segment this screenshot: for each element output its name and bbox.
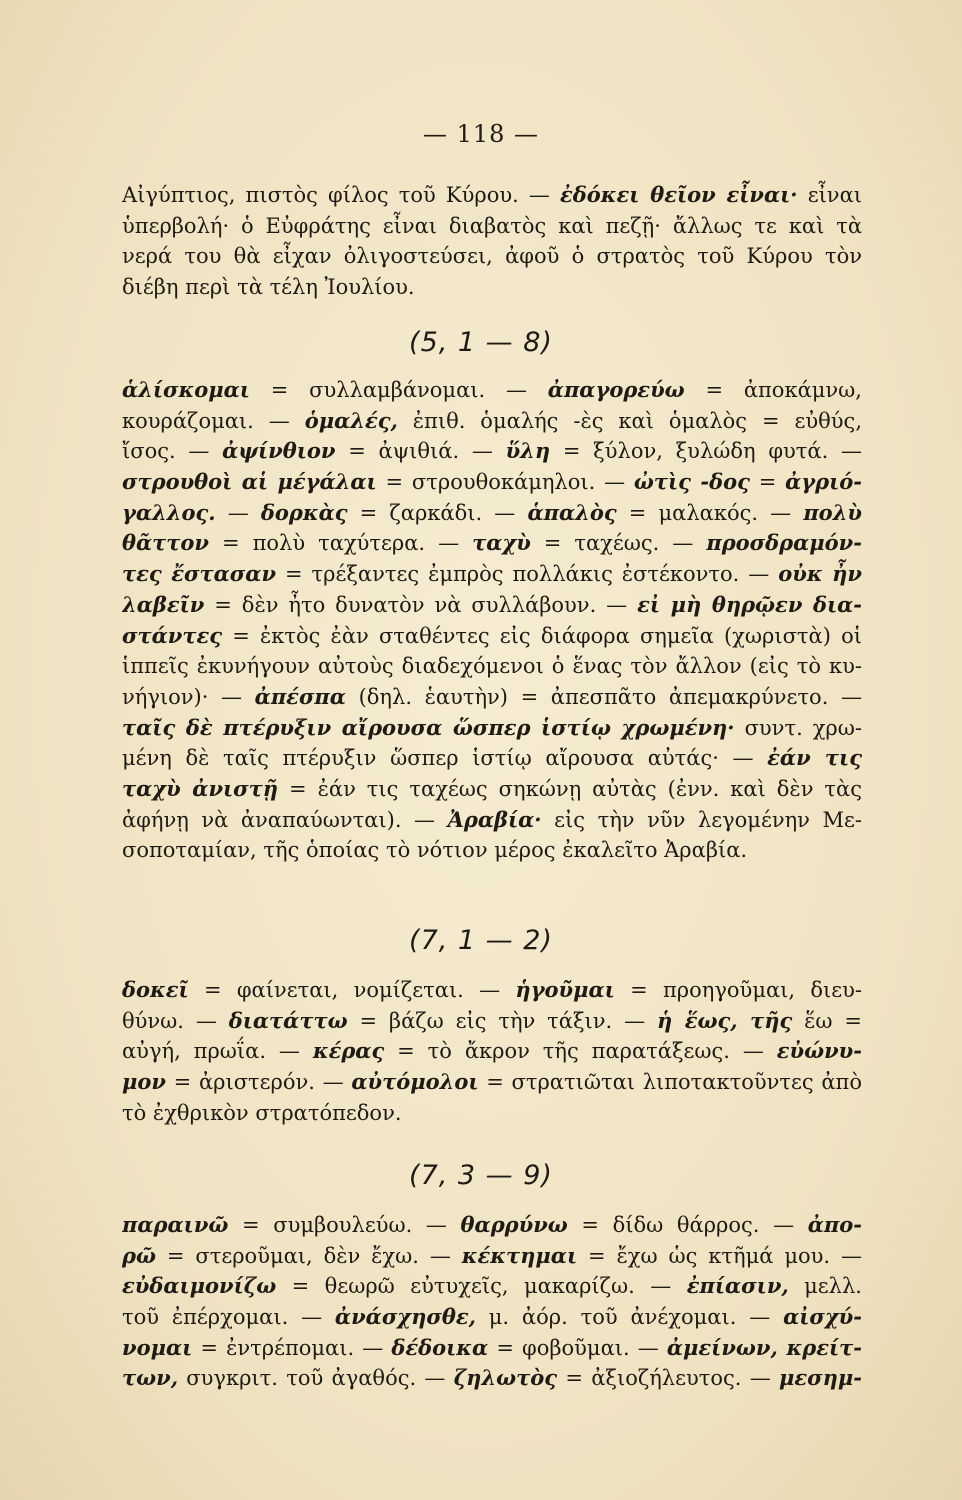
definition-text: συγκριτ. τοῦ ἀγαθός. — — [186, 1366, 446, 1391]
glossary-term: νομαι — [122, 1334, 193, 1360]
text-line — [122, 1241, 862, 1272]
section-heading: (5, 1 — 8) — [409, 327, 553, 358]
definition-text: = δὲν ἦτο δυνατὸν νὰ συλλάβουν. — — [214, 592, 628, 617]
text-line — [122, 975, 862, 1006]
definition-text: = ζαρκάδι. — — [359, 500, 516, 525]
text-line — [122, 1210, 862, 1241]
glossary-term: ἀνάσχησθε, — [334, 1304, 476, 1330]
glossary-section — [122, 375, 862, 866]
text-line — [122, 743, 862, 774]
text-line — [122, 436, 862, 467]
glossary-term: μον — [122, 1069, 166, 1095]
definition-text: = ξύλον, ξυλώδη φυτά. — — [562, 439, 862, 464]
definition-text: ἱππεῖς ἐκυνήγουν αὐτοὺς διαδεχόμενοι ὁ ἕνας τὸν ἄλλον (εἰς τὸ κυ- — [122, 654, 862, 679]
glossary-term: προσδραμόν- — [706, 530, 862, 556]
glossary-section — [122, 975, 862, 1128]
definition-text: = τὸ ἄκρον τῆς παρατάξεως. — — [397, 1039, 764, 1064]
glossary-term: δοκεῖ — [122, 977, 189, 1002]
glossary-term: δέδοικα — [391, 1334, 489, 1360]
definition-text: = προηγοῦμαι, διευ- — [630, 978, 862, 1002]
text-line — [122, 835, 862, 866]
text-line — [122, 621, 862, 652]
glossary-term: ἀμείνων, κρείτ- — [666, 1334, 862, 1360]
definition-text: ὑπερβολή· ὁ Εὐφράτης εἶναι διαβατὸς καὶ πεζῇ· ἄλλως τε καὶ τὰ — [122, 213, 862, 238]
text-line — [122, 682, 862, 713]
glossary-term: γαλλος. — [122, 499, 216, 525]
text-line — [122, 1271, 862, 1302]
glossary-term: ὁμαλές, — [304, 407, 398, 433]
glossary-term: ζηλωτὸς — [453, 1365, 558, 1391]
glossary-term: ἐάν τις — [767, 745, 862, 771]
definition-text: κουράζομαι. — — [122, 408, 290, 433]
definition-text: = στρουθοκάμηλοι. — — [385, 470, 626, 495]
glossary-term: ταχὺ — [472, 530, 531, 556]
definition-text: = θεωρῶ εὐτυχεῖς, μακαρίζω. — — [291, 1274, 672, 1299]
glossary-term: πολὺ — [803, 499, 862, 525]
glossary-term: των, — [122, 1365, 179, 1391]
definition-text: = συλλαμβάνομαι. — — [270, 378, 527, 402]
definition-text: = ἀψιθιά. — — [348, 439, 493, 464]
definition-text: = στεροῦμαι, δὲν ἔχω. — — [166, 1243, 451, 1268]
definition-text: τοῦ ἐπέρχομαι. — — [122, 1305, 323, 1330]
glossary-term: ἡγοῦμαι — [515, 977, 615, 1002]
glossary-term: εὐδαιμονίζω — [122, 1273, 277, 1299]
glossary-term: ἀπαγορεύω — [547, 377, 685, 402]
glossary-term: Ἀραβία· — [447, 806, 542, 832]
definition-text: εἶναι — [807, 183, 862, 207]
definition-text: αὐγή, πρωΐα. — — [122, 1039, 300, 1064]
glossary-term: ταχὺ ἀνιστῇ — [122, 775, 279, 801]
definition-text: = πολὺ ταχύτερα. — — [222, 531, 460, 556]
glossary-term: κέρας — [312, 1038, 385, 1064]
glossary-term: εὐώνυ- — [776, 1038, 862, 1064]
text-line — [122, 651, 862, 682]
definition-text: ἴσος. — — [122, 439, 210, 464]
definition-text: μ. ἀόρ. τοῦ ἀνέχομαι. — — [488, 1305, 771, 1330]
definition-text: σοποταμίαν, τῆς ὁποίας τὸ νότιον μέρος ἐκαλεῖτο Ἀραβία. — [122, 838, 748, 863]
definition-text: = βάζω εἰς τὴν τάξιν. — — [359, 1008, 646, 1033]
glossary-section — [122, 1210, 862, 1394]
text-line — [122, 406, 862, 437]
text-line — [122, 1363, 862, 1394]
glossary-term: ρῶ — [122, 1242, 156, 1268]
definition-text: νήγιον)· — — [122, 684, 243, 709]
glossary-term: αὐτόμολοι — [351, 1069, 479, 1095]
glossary-term: ἁλίσκομαι — [122, 377, 250, 402]
definition-text: = στρατιῶται λιποτακτοῦντες ἀπὸ — [486, 1070, 862, 1095]
definition-text: εἰς τὴν νῦν λεγομένην Με- — [554, 807, 862, 832]
definition-text: = φαίνεται, νομίζεται. — — [203, 978, 501, 1002]
definition-text: = μαλακός. — — [628, 500, 792, 525]
glossary-term: δορκὰς — [260, 499, 348, 525]
text-line — [122, 211, 862, 242]
text-line — [122, 498, 862, 529]
text-line — [122, 1333, 862, 1364]
definition-text: = ἐντρέπομαι. — — [200, 1335, 384, 1360]
text-line — [122, 1067, 862, 1098]
section-heading: (7, 1 — 2) — [409, 925, 553, 956]
definition-text: = ἀξιοζήλευτος. — — [565, 1366, 771, 1391]
definition-text: = συμβουλεύω. — — [242, 1213, 447, 1237]
definition-text: = ἀποκάμνω, — [705, 378, 862, 402]
definition-text: νερά του θὰ εἶχαν ὀλιγοστεύσει, ἀφοῦ ὁ στρατὸς τοῦ Κύρου τὸν — [122, 244, 862, 269]
text-line — [122, 590, 862, 621]
definition-text: Αἰγύπτιος, πιστὸς φίλος τοῦ Κύρου. — — [122, 183, 550, 207]
glossary-term: ἀπο- — [807, 1212, 862, 1237]
glossary-term: ἀψίνθιον — [222, 438, 336, 464]
text-line — [122, 528, 862, 559]
glossary-term: μεσημ- — [779, 1365, 862, 1391]
definition-text: ἕω = — [804, 1008, 862, 1033]
definition-text: συντ. χρω- — [744, 715, 862, 740]
text-line — [122, 713, 862, 744]
page-number: — 118 — — [422, 120, 540, 148]
definition-text: μένη δὲ ταῖς πτέρυξιν ὥσπερ ἱστίῳ αἴρουσα αὐτάς· — — [122, 746, 754, 771]
definition-text: = — [758, 470, 777, 495]
definition-text: τὸ ἐχθρικὸν στρατόπεδον. — [122, 1100, 402, 1125]
text-line — [122, 180, 862, 211]
definition-text: (δηλ. ἑαυτὴν) = ἀπεσπᾶτο ἀπεμακρύνετο. — — [358, 684, 862, 709]
definition-text: ἐπιθ. ὁμαλής -ὲς καὶ ὁμαλὸς = εὐθύς, — [412, 408, 862, 433]
definition-text: = ἀριστερόν. — — [173, 1070, 344, 1095]
definition-text: ἀφήνῃ νὰ ἀναπαύωνται). — — [122, 807, 436, 832]
text-line — [122, 241, 862, 272]
text-line — [122, 1036, 862, 1067]
text-line — [122, 1006, 862, 1037]
glossary-term: λαβεῖν — [122, 591, 205, 617]
glossary-term: διατάττω — [228, 1007, 348, 1033]
glossary-term: στάντες — [122, 622, 223, 648]
glossary-term: κέκτημαι — [461, 1242, 578, 1268]
glossary-term: οὐκ ἦν — [778, 561, 862, 587]
text-line — [122, 272, 862, 303]
glossary-term: τες ἔστασαν — [122, 561, 277, 587]
glossary-term: ἀπέσπα — [254, 683, 346, 709]
definition-text: θύνω. — — [122, 1008, 217, 1033]
definition-text: — — [227, 500, 249, 525]
definition-text: = τρέξαντες ἐμπρὸς πολλάκις ἐστέκοντο. — — [284, 562, 770, 587]
glossary-term: ἀγριό- — [785, 469, 862, 495]
definition-text: = ταχέως. — — [543, 531, 694, 556]
glossary-term: ἐπίασιν, — [686, 1273, 789, 1299]
glossary-term: παραινῶ — [122, 1212, 229, 1237]
glossary-term: ἡ ἕως, τῆς — [656, 1007, 793, 1033]
glossary-term: αἰσχύ- — [783, 1304, 862, 1330]
definition-text: = ἐκτὸς ἐὰν σταθέντες εἰς διάφορα σημεῖα (χωριστὰ) οἱ — [232, 623, 862, 648]
intro-paragraph — [122, 180, 862, 303]
text-line — [122, 1098, 862, 1129]
glossary-term: εἰ μὴ θηρῷεν δια- — [637, 591, 862, 617]
glossary-term: ταῖς δὲ πτέρυξιν αἴρουσα ὥσπερ ἱστίῳ χρωμένη· — [122, 714, 735, 740]
text-line — [122, 774, 862, 805]
definition-text: = φοβοῦμαι. — — [496, 1335, 659, 1360]
text-line — [122, 559, 862, 590]
definition-text: μελλ. — [804, 1274, 862, 1299]
glossary-term: ὕλη — [505, 438, 551, 464]
glossary-term: θᾶττον — [122, 530, 210, 556]
glossary-term: ὠτὶς -δος — [633, 469, 750, 495]
definition-text: = ἐάν τις ταχέως σηκώνῃ αὐτὰς (ἐνν. καὶ δὲν τὰς — [289, 776, 862, 801]
definition-text: διέβη περὶ τὰ τέλη Ἰουλίου. — [122, 275, 415, 300]
definition-text: = ἔχω ὡς κτῆμά μου. — — [588, 1243, 862, 1268]
glossary-term: θαρρύνω — [460, 1212, 568, 1237]
glossary-term: ἁπαλὸς — [527, 499, 617, 525]
text-line — [122, 805, 862, 836]
glossary-term: στρουθοὶ αἱ μέγάλαι — [122, 469, 377, 495]
section-heading: (7, 3 — 9) — [409, 1160, 553, 1191]
definition-text: = δίδω θάρρος. — — [581, 1213, 795, 1237]
glossary-term: ἐδόκει θεῖον εἶναι· — [560, 182, 798, 207]
text-line — [122, 375, 862, 406]
text-line — [122, 1302, 862, 1333]
text-line — [122, 467, 862, 498]
